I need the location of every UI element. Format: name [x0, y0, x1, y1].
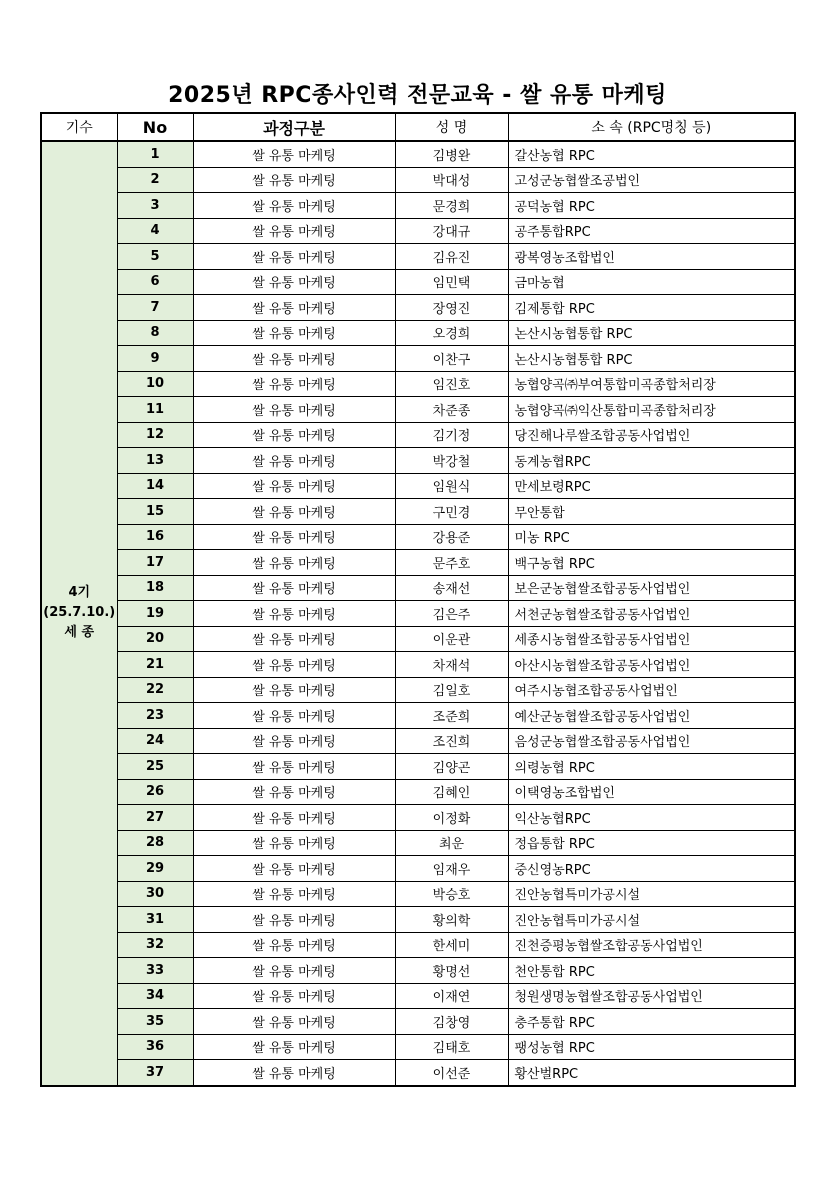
row-name: 박강철	[395, 448, 508, 474]
row-no: 24	[117, 728, 193, 754]
row-name: 송재선	[395, 575, 508, 601]
row-no: 17	[117, 550, 193, 576]
table-row	[41, 601, 795, 627]
row-name: 조준희	[395, 703, 508, 729]
row-course: 쌀 유통 마케팅	[193, 779, 395, 805]
table-row	[41, 499, 795, 525]
row-name: 차재석	[395, 652, 508, 678]
table-row	[41, 448, 795, 474]
table-row	[41, 881, 795, 907]
row-no: 25	[117, 754, 193, 780]
row-affiliation: 만세보령RPC	[508, 473, 795, 499]
row-affiliation: 고성군농협쌀조공법인	[508, 167, 795, 193]
header-cohort: 기수	[41, 113, 117, 141]
table-row	[41, 320, 795, 346]
row-no: 2	[117, 167, 193, 193]
table-row	[41, 1034, 795, 1060]
row-name: 황명선	[395, 958, 508, 984]
table-row	[41, 193, 795, 219]
row-course: 쌀 유통 마케팅	[193, 907, 395, 933]
row-affiliation: 공덕농협 RPC	[508, 193, 795, 219]
row-affiliation: 백구농협 RPC	[508, 550, 795, 576]
row-affiliation: 농협양곡㈜부여통합미곡종합처리장	[508, 371, 795, 397]
row-no: 13	[117, 448, 193, 474]
row-name: 이정화	[395, 805, 508, 831]
table-header	[41, 113, 795, 141]
table-row	[41, 958, 795, 984]
table-row	[41, 1009, 795, 1035]
row-course: 쌀 유통 마케팅	[193, 652, 395, 678]
row-no: 9	[117, 346, 193, 372]
header-affiliation: 소 속 (RPC명칭 등)	[508, 113, 795, 141]
row-affiliation: 진안농협특미가공시설	[508, 907, 795, 933]
row-name: 임원식	[395, 473, 508, 499]
table-row	[41, 167, 795, 193]
table-row	[41, 703, 795, 729]
row-no: 16	[117, 524, 193, 550]
row-name: 김기정	[395, 422, 508, 448]
row-name: 한세미	[395, 932, 508, 958]
table-row	[41, 932, 795, 958]
row-affiliation: 김제통합 RPC	[508, 295, 795, 321]
row-name: 임민택	[395, 269, 508, 295]
row-course: 쌀 유통 마케팅	[193, 448, 395, 474]
row-name: 이운관	[395, 626, 508, 652]
row-affiliation: 동계농협RPC	[508, 448, 795, 474]
row-affiliation: 미농 RPC	[508, 524, 795, 550]
row-no: 19	[117, 601, 193, 627]
row-course: 쌀 유통 마케팅	[193, 269, 395, 295]
table-row	[41, 346, 795, 372]
table-row	[41, 524, 795, 550]
row-course: 쌀 유통 마케팅	[193, 524, 395, 550]
row-no: 36	[117, 1034, 193, 1060]
table-row	[41, 652, 795, 678]
row-name: 조진희	[395, 728, 508, 754]
row-course: 쌀 유통 마케팅	[193, 958, 395, 984]
page-title: 2025년 RPC종사인력 전문교육 - 쌀 유통 마케팅	[168, 83, 667, 108]
row-affiliation: 진천증평농협쌀조합공동사업법인	[508, 932, 795, 958]
row-affiliation: 천안통합 RPC	[508, 958, 795, 984]
row-affiliation: 공주통합RPC	[508, 218, 795, 244]
row-no: 27	[117, 805, 193, 831]
table-row	[41, 779, 795, 805]
row-affiliation: 농협양곡㈜익산통합미곡종합처리장	[508, 397, 795, 423]
row-name: 김은주	[395, 601, 508, 627]
table-body	[41, 141, 795, 1086]
row-name: 박승호	[395, 881, 508, 907]
cohort-line2: (25.7.10.)	[43, 605, 116, 621]
row-course: 쌀 유통 마케팅	[193, 295, 395, 321]
row-name: 김병완	[395, 141, 508, 167]
row-course: 쌀 유통 마케팅	[193, 473, 395, 499]
row-course: 쌀 유통 마케팅	[193, 601, 395, 627]
table-row	[41, 141, 795, 167]
row-no: 37	[117, 1060, 193, 1086]
table-row	[41, 1060, 795, 1086]
row-course: 쌀 유통 마케팅	[193, 932, 395, 958]
row-course: 쌀 유통 마케팅	[193, 575, 395, 601]
row-course: 쌀 유통 마케팅	[193, 193, 395, 219]
row-name: 임진호	[395, 371, 508, 397]
row-course: 쌀 유통 마케팅	[193, 141, 395, 167]
row-name: 김혜인	[395, 779, 508, 805]
row-affiliation: 음성군농협쌀조합공동사업법인	[508, 728, 795, 754]
row-course: 쌀 유통 마케팅	[193, 830, 395, 856]
row-affiliation: 팽성농협 RPC	[508, 1034, 795, 1060]
row-affiliation: 의령농협 RPC	[508, 754, 795, 780]
header-row	[41, 113, 795, 141]
row-affiliation: 예산군농협쌀조합공동사업법인	[508, 703, 795, 729]
table-row	[41, 728, 795, 754]
row-no: 10	[117, 371, 193, 397]
row-name: 이재연	[395, 983, 508, 1009]
row-name: 김유진	[395, 244, 508, 270]
row-name: 강용준	[395, 524, 508, 550]
row-course: 쌀 유통 마케팅	[193, 626, 395, 652]
row-name: 장영진	[395, 295, 508, 321]
row-affiliation: 보은군농협쌀조합공동사업법인	[508, 575, 795, 601]
row-name: 이찬구	[395, 346, 508, 372]
row-no: 4	[117, 218, 193, 244]
row-course: 쌀 유통 마케팅	[193, 346, 395, 372]
table-row	[41, 550, 795, 576]
row-no: 26	[117, 779, 193, 805]
table-row	[41, 754, 795, 780]
row-affiliation: 서천군농협쌀조합공동사업법인	[508, 601, 795, 627]
row-name: 강대규	[395, 218, 508, 244]
table-row	[41, 473, 795, 499]
row-course: 쌀 유통 마케팅	[193, 677, 395, 703]
row-no: 35	[117, 1009, 193, 1035]
row-course: 쌀 유통 마케팅	[193, 397, 395, 423]
row-course: 쌀 유통 마케팅	[193, 1009, 395, 1035]
row-affiliation: 진안농협특미가공시설	[508, 881, 795, 907]
row-course: 쌀 유통 마케팅	[193, 371, 395, 397]
row-name: 황의학	[395, 907, 508, 933]
row-affiliation: 당진해나루쌀조합공동사업법인	[508, 422, 795, 448]
header-name: 성 명	[395, 113, 508, 141]
table-row	[41, 907, 795, 933]
row-affiliation: 금마농협	[508, 269, 795, 295]
row-affiliation: 갈산농협 RPC	[508, 141, 795, 167]
row-course: 쌀 유통 마케팅	[193, 881, 395, 907]
row-course: 쌀 유통 마케팅	[193, 499, 395, 525]
row-no: 18	[117, 575, 193, 601]
row-affiliation: 여주시농협조합공동사업법인	[508, 677, 795, 703]
row-course: 쌀 유통 마케팅	[193, 754, 395, 780]
row-name: 김일호	[395, 677, 508, 703]
row-course: 쌀 유통 마케팅	[193, 244, 395, 270]
row-course: 쌀 유통 마케팅	[193, 856, 395, 882]
row-affiliation: 논산시농협통합 RPC	[508, 346, 795, 372]
row-no: 1	[117, 141, 193, 167]
row-name: 최운	[395, 830, 508, 856]
row-name: 임재우	[395, 856, 508, 882]
row-no: 3	[117, 193, 193, 219]
row-no: 7	[117, 295, 193, 321]
row-affiliation: 광복영농조합법인	[508, 244, 795, 270]
row-affiliation: 중신영농RPC	[508, 856, 795, 882]
table-row	[41, 830, 795, 856]
row-course: 쌀 유통 마케팅	[193, 320, 395, 346]
row-affiliation: 정읍통합 RPC	[508, 830, 795, 856]
table-row	[41, 575, 795, 601]
row-no: 20	[117, 626, 193, 652]
row-course: 쌀 유통 마케팅	[193, 805, 395, 831]
row-name: 박대성	[395, 167, 508, 193]
row-name: 이선준	[395, 1060, 508, 1086]
row-no: 11	[117, 397, 193, 423]
table-row	[41, 295, 795, 321]
row-no: 6	[117, 269, 193, 295]
row-course: 쌀 유통 마케팅	[193, 703, 395, 729]
row-name: 문경희	[395, 193, 508, 219]
row-name: 구민경	[395, 499, 508, 525]
row-no: 21	[117, 652, 193, 678]
row-name: 차준종	[395, 397, 508, 423]
row-no: 30	[117, 881, 193, 907]
row-no: 29	[117, 856, 193, 882]
row-no: 23	[117, 703, 193, 729]
row-name: 김태호	[395, 1034, 508, 1060]
row-course: 쌀 유통 마케팅	[193, 983, 395, 1009]
row-affiliation: 아산시농협쌀조합공동사업법인	[508, 652, 795, 678]
table-row	[41, 269, 795, 295]
cohort-cell	[41, 141, 117, 1086]
row-name: 문주호	[395, 550, 508, 576]
table-row	[41, 626, 795, 652]
row-course: 쌀 유통 마케팅	[193, 1034, 395, 1060]
table-row	[41, 856, 795, 882]
row-affiliation: 이택영농조합법인	[508, 779, 795, 805]
row-affiliation: 논산시농협통합 RPC	[508, 320, 795, 346]
table-row	[41, 371, 795, 397]
row-affiliation: 세종시농협쌀조합공동사업법인	[508, 626, 795, 652]
table-row	[41, 218, 795, 244]
row-affiliation: 청원생명농협쌀조합공동사업법인	[508, 983, 795, 1009]
table-row	[41, 397, 795, 423]
row-name: 오경희	[395, 320, 508, 346]
table-row	[41, 244, 795, 270]
table-row	[41, 983, 795, 1009]
row-no: 34	[117, 983, 193, 1009]
row-no: 12	[117, 422, 193, 448]
roster-table	[40, 112, 796, 1087]
row-affiliation: 익산농협RPC	[508, 805, 795, 831]
row-affiliation: 무안통합	[508, 499, 795, 525]
row-name: 김양곤	[395, 754, 508, 780]
table-row	[41, 677, 795, 703]
row-course: 쌀 유통 마케팅	[193, 167, 395, 193]
row-no: 31	[117, 907, 193, 933]
row-no: 28	[117, 830, 193, 856]
cohort-line1: 4기	[68, 585, 91, 601]
row-no: 32	[117, 932, 193, 958]
row-course: 쌀 유통 마케팅	[193, 1060, 395, 1086]
header-course: 과정구분	[193, 113, 395, 141]
row-affiliation: 황산벌RPC	[508, 1060, 795, 1086]
row-course: 쌀 유통 마케팅	[193, 728, 395, 754]
row-no: 5	[117, 244, 193, 270]
row-affiliation: 충주통합 RPC	[508, 1009, 795, 1035]
table-row	[41, 805, 795, 831]
cohort-line3: 세 종	[64, 625, 95, 641]
row-no: 14	[117, 473, 193, 499]
row-no: 33	[117, 958, 193, 984]
row-no: 15	[117, 499, 193, 525]
table-row	[41, 422, 795, 448]
row-no: 8	[117, 320, 193, 346]
row-course: 쌀 유통 마케팅	[193, 422, 395, 448]
row-no: 22	[117, 677, 193, 703]
row-name: 김창영	[395, 1009, 508, 1035]
row-course: 쌀 유통 마케팅	[193, 218, 395, 244]
header-no: No	[117, 113, 193, 141]
row-course: 쌀 유통 마케팅	[193, 550, 395, 576]
